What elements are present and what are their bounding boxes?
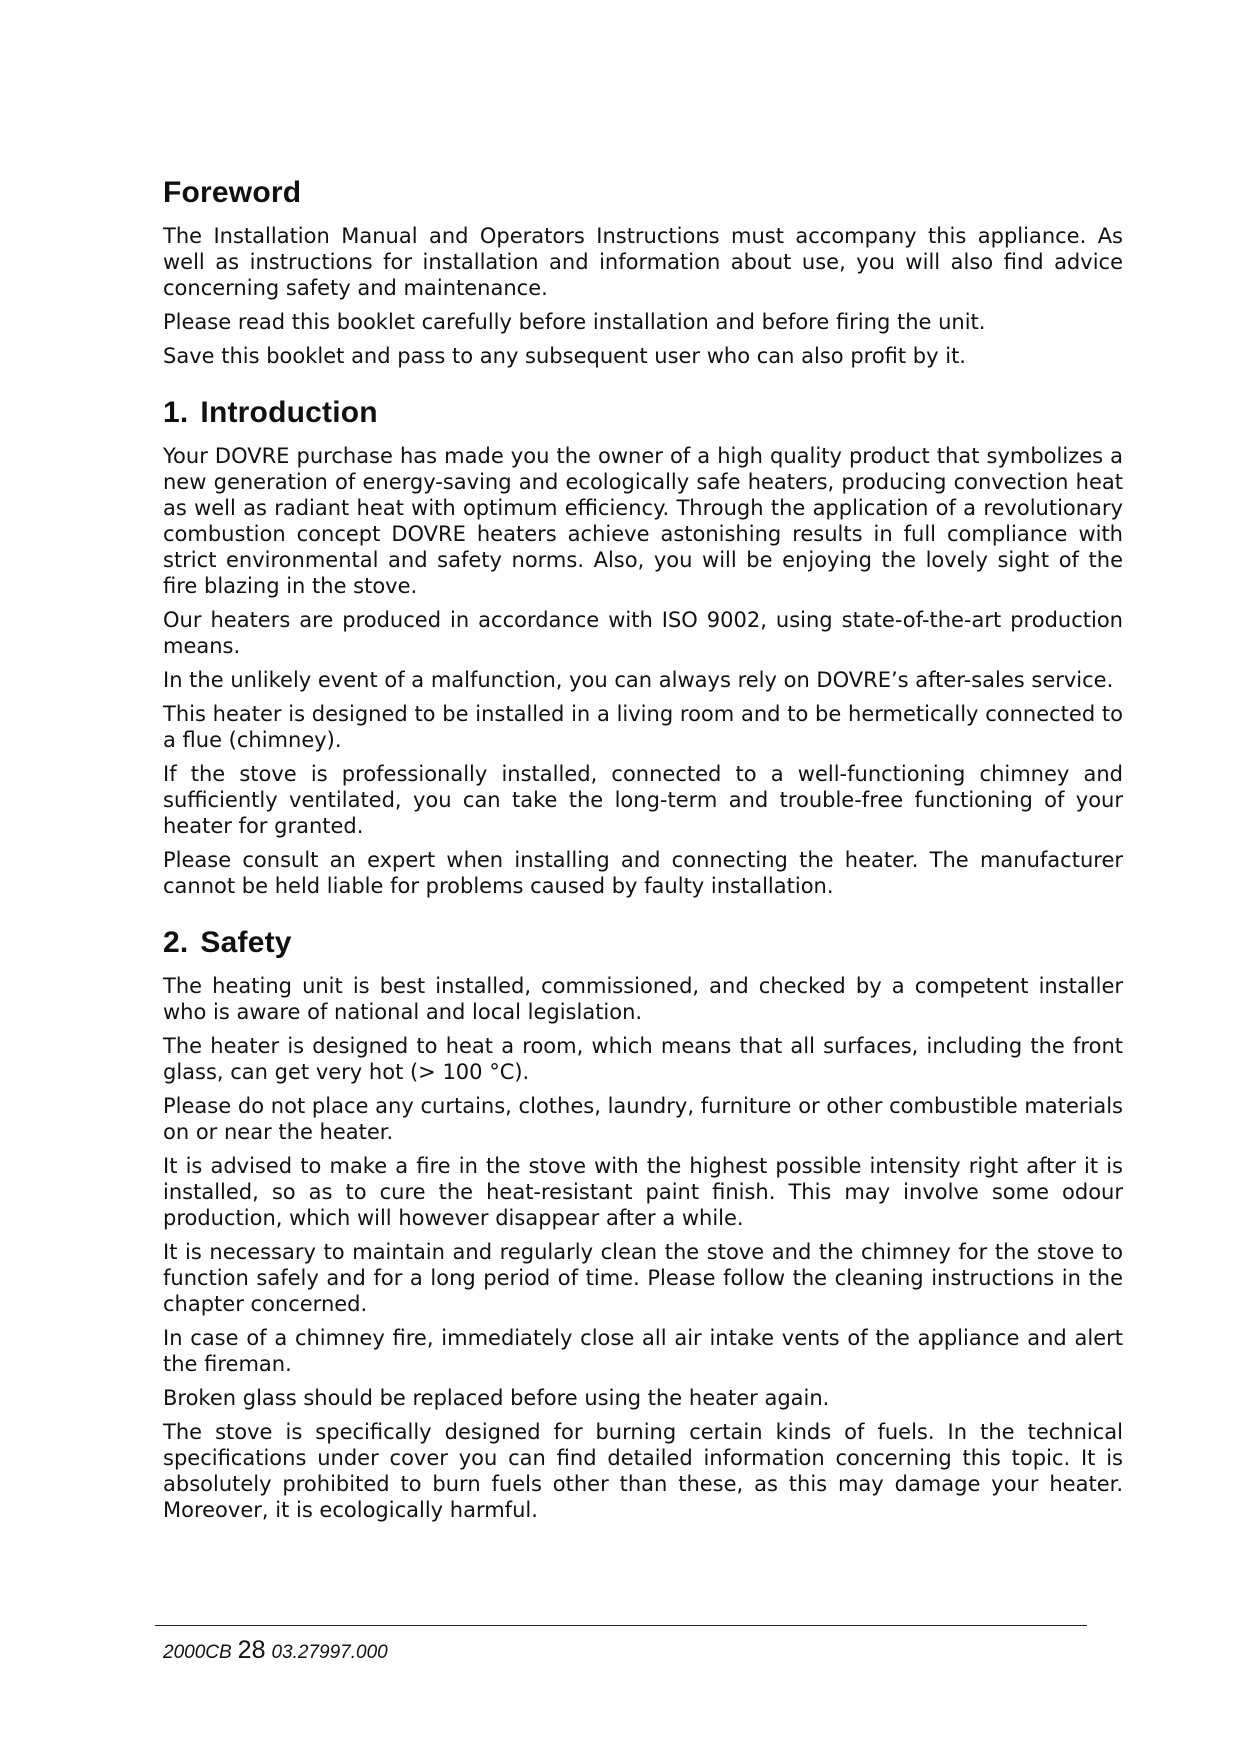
section-safety: [163, 925, 1123, 1523]
footer-model: 2000CB: [163, 1642, 232, 1663]
paragraph: In the unlikely event of a malfunction, you can always rely on DOVRE’s after-sales service.: [163, 668, 1114, 692]
section-title: Introduction: [200, 396, 378, 429]
paragraph: Broken glass should be replaced before using the heater again.: [163, 1386, 830, 1410]
section-heading: [163, 395, 1123, 431]
paragraph: Please do not place any curtains, clothes, laundry, furniture or other combustible materials on or near the heater.: [163, 1094, 1123, 1144]
section-number: 2.: [163, 926, 189, 959]
section-foreword: [163, 175, 1123, 369]
paragraph: This heater is designed to be installed in a living room and to be hermetically connected to a flue (chimney).: [163, 702, 1123, 752]
paragraph: Please consult an expert when installing and connecting the heater. The manufacturer cannot be held liable for problems caused by faulty installation.: [163, 848, 1123, 898]
paragraph: The stove is specifically designed for burning certain kinds of fuels. In the technical specifications under cover you can find detailed information concerning this topic. It is absolutely prohibited to burn fuels other than these, as this may damage your heater. Moreover, it is ecologically harmful.: [163, 1420, 1123, 1522]
section-title: Foreword: [163, 176, 302, 209]
section-heading: [163, 175, 1123, 211]
paragraph: In case of a chimney fire, immediately close all air intake vents of the appliance and alert the fireman.: [163, 1326, 1123, 1376]
section-number: 1.: [163, 396, 189, 429]
paragraph: The heater is designed to heat a room, which means that all surfaces, including the front glass, can get very hot (> 100 °C).: [163, 1034, 1123, 1084]
paragraph: It is necessary to maintain and regularly clean the stove and the chimney for the stove to function safely and for a long period of time. Please follow the cleaning instructions in the chapter concerned.: [163, 1240, 1123, 1316]
section-introduction: [163, 395, 1123, 899]
paragraph: Please read this booklet carefully before installation and before firing the unit.: [163, 310, 986, 334]
paragraph: If the stove is professionally installed, connected to a well-functioning chimney and sufficiently ventilated, you can take the long-term and trouble-free functioning of your heater for granted.: [163, 762, 1123, 838]
page-footer: [163, 1636, 388, 1665]
footer-page-number: 28: [237, 1636, 266, 1664]
footer-code: 03.27997.000: [271, 1642, 388, 1663]
page-body: [163, 175, 1123, 1531]
paragraph: Save this booklet and pass to any subsequent user who can also profit by it.: [163, 344, 966, 368]
paragraph: The heating unit is best installed, commissioned, and checked by a competent installer who is aware of national and local legislation.: [163, 974, 1123, 1024]
paragraph: It is advised to make a fire in the stove with the highest possible intensity right after it is installed, so as to cure the heat-resistant paint finish. This may involve some odour production, which will however disappear after a while.: [163, 1154, 1123, 1230]
paragraph: Our heaters are produced in accordance with ISO 9002, using state-of-the-art production means.: [163, 608, 1123, 658]
section-heading: [163, 925, 1123, 961]
footer-divider: [155, 1625, 1087, 1626]
section-title: Safety: [200, 926, 292, 959]
paragraph: The Installation Manual and Operators Instructions must accompany this appliance. As well as instructions for installation and information about use, you will also find advice concerning safety and maintenance.: [163, 224, 1123, 300]
paragraph: Your DOVRE purchase has made you the owner of a high quality product that symbolizes a new generation of energy-saving and ecologically safe heaters, producing convection heat as well as radiant heat with optimum efficiency. Through the application of a revolutionary combustion concept DOVRE heaters achieve astonishing results in full compliance with strict environmental and safety norms. Also, you will be enjoying the lovely sight of the fire blazing in the stove.: [163, 444, 1123, 598]
